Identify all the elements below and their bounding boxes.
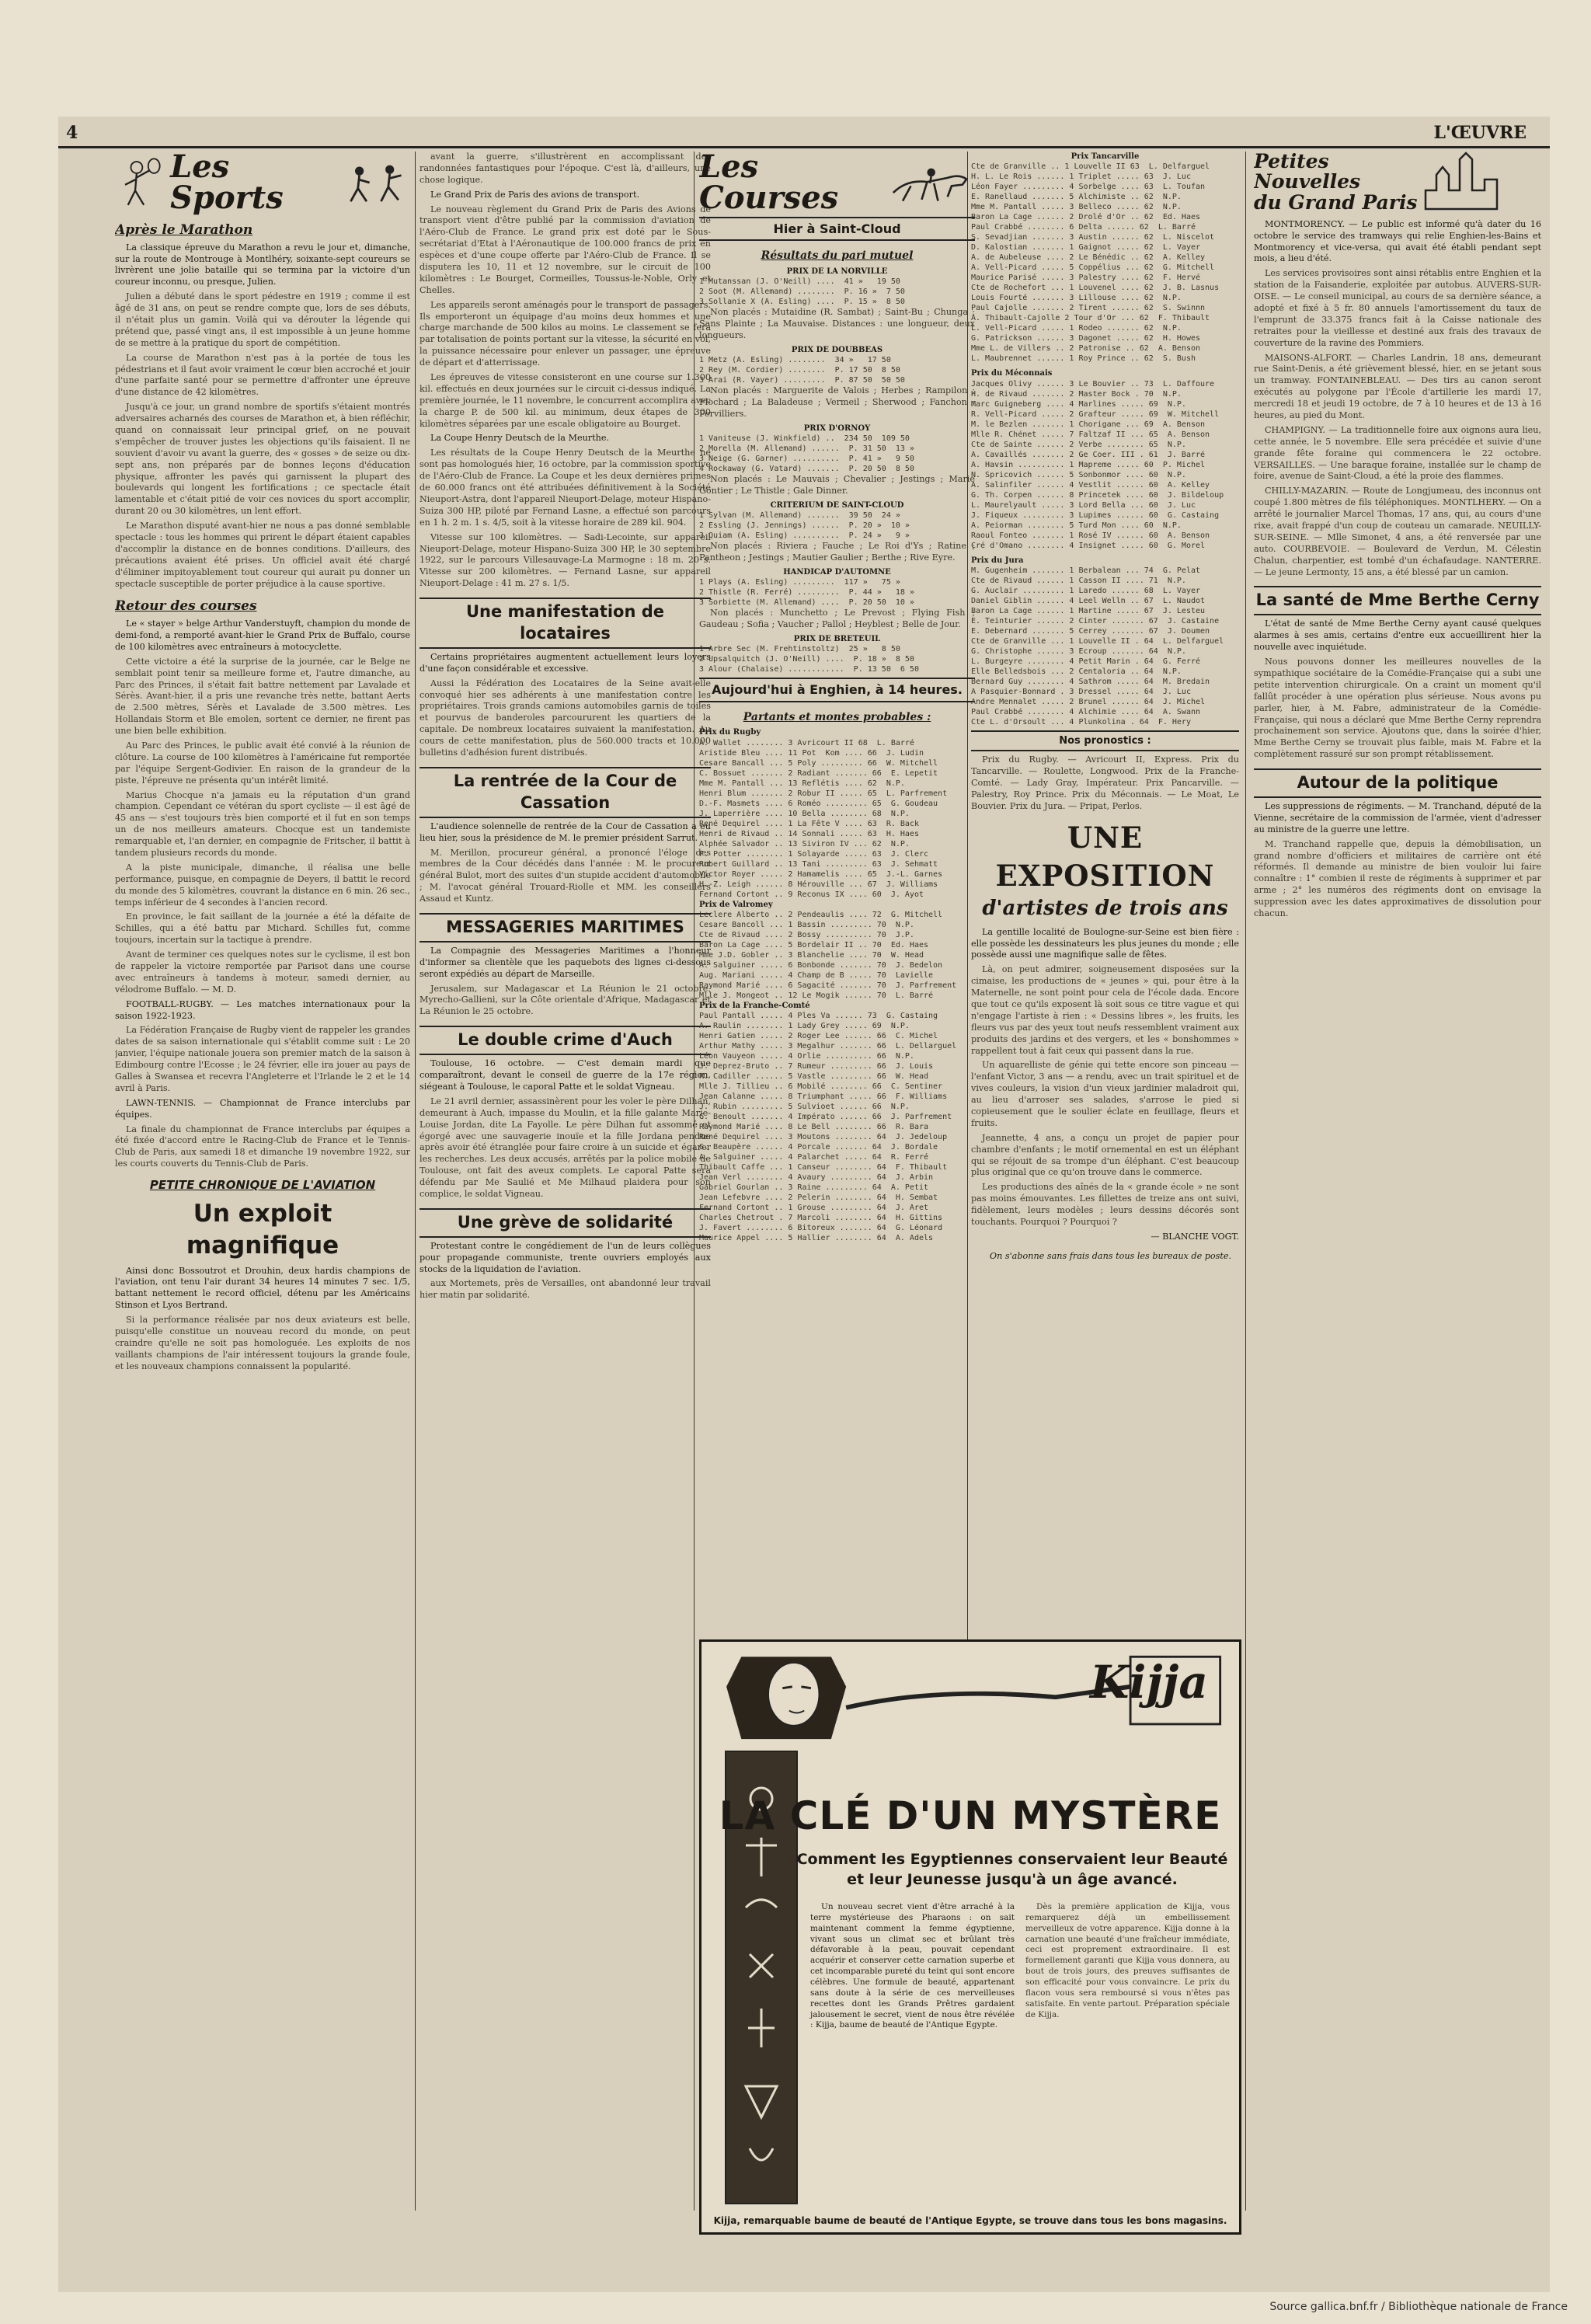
results-table: 1 Vaniteuse (J. Winkfield) .. 234 50 109 50 2 Morella (M. Allemand) ...... P. 31 50 13 » 3 Neige (G. Garner) .......... P. 41 » 9 50 4 Rockaway (G. Vatard) ....... P. 20 50 8 50 xyxy=(699,434,914,474)
body-text: M. Merillon, procureur général, a prononcé l'éloge des membres de la Cour décédés dans l'année : M. le procureur général Bulot, mort des suites d'un stupide accident d'automobile ; M. l'avocat général Trouard-Riolle et MM. les conseillers Assaud et Kuntz. xyxy=(420,847,711,904)
courses-title: Les Courses xyxy=(699,152,839,216)
body-text: Les appareils seront aménagés pour le transport de passagers. Ils emporteront un équipage d'au moins deux hommes et une charge marchande de 500 kilos au moins. Le classement se fera par totalisation de points portant sur la vitesse, la sécurité en vol, la puissance nécessaire pour enlever un passager, une épreuve de départ et d'atterrissage. xyxy=(420,299,711,368)
greve-lead: Protestant contre le congédiement de l'un de leurs collègues pour propagande communiste, trente ouvriers employés aux stocks de la liquidation de l'aviation. xyxy=(420,1240,711,1274)
courses-masthead xyxy=(699,152,975,214)
race-name: Prix Tancarville xyxy=(1071,152,1140,161)
body-text: Marius Chocque n'a jamais eu la réputation d'un grand champion. Cependant ce vétéran du sport cycliste — il est âgé de 45 ans — s'est toujours très bien comporté et il fut en son temps un de nos meilleurs amateurs. Chocque est un tandemiste remarquable et, l'an dernier, en compagnie de Fritscher, il battit à tandem plusieurs records du monde. xyxy=(115,789,410,858)
locataires-heading: Une manifestation de locataires xyxy=(420,598,711,649)
crime-heading: Le double crime d'Auch xyxy=(420,1026,711,1055)
body-text: Les résultats de la Coupe Henry Deutsch de la Meurthe ne sont pas homologués hier, 16 octobre, par la commission sportive de l'Aéro-Club de France. La Coupe et les deux dernières primes de 60.000 francs ont été attribuées définitivement à la Société Nieuport-Astra, dont l'appareil Nieuport-Delage, moteur Hispano-Suiza 300 HP, piloté par Fernand Lasne, a effectué son parcours en 1 h. 2 m. 1 s. 4/5, soit à la vitesse horaire de 289 kil. 904. xyxy=(420,448,711,528)
body-text: CHILLY-MAZARIN. — Route de Longjumeau, des inconnus ont coupé 1.800 mètres de fils téléphoniques. MONTLHERY. — On a arrêté le journalier Marcel Thomas, 17 ans, qui, au cours d'une rixe, avait frappé d'un coup de couteau un camarade. NEUILLY-SUR-SEINE. — Mlle Simonet, 4 ans, a été renversée par une auto. COURBEVOIE. — Boulevard de Verdun, M. Célestin Chalun, charpentier, est tombé d'un échafaudage. NANTERRE. — Le jeune Lermonty, 15 ans, a été blessé par un camion. xyxy=(1254,486,1541,577)
body-text: La finale du championnat de France interclubs par équipes a été fixée d'accord entre le Racing-Club de France et le Tennis-Club de Paris, aux samedi 18 et dimanche 19 novembre 1922, sur les courts couverts du Tennis-Club de Paris. xyxy=(115,1124,410,1169)
column-rule xyxy=(1245,152,1246,2211)
marathon-lead: La classique épreuve du Marathon a revu le jour et, dimanche, sur la route de Montrouge à Montlhéry, soixante-sept coureurs se livrèrent une jolie bataille qui se termina par la victoire d'un coureur inconnu, ou presque, Julien. xyxy=(115,242,410,287)
race-name: PRIX DE BRETEUIL xyxy=(793,635,881,644)
subscription-notice: On s'abonne sans frais dans tous les bureaux de poste. xyxy=(989,1250,1232,1261)
nouvelles-title-3: du Grand Paris xyxy=(1254,190,1418,214)
tennis-player-icon xyxy=(115,155,165,210)
body-text: MAISONS-ALFORT. — Charles Landrin, 18 ans, demeurant rue Saint-Denis, a été grièvement blessé, hier, en se jetant sous un tramway. FONTAINEBLEAU. — Des tirs au canon seront exécutés au polygone par l'École d'artillerie les mardi 17, mercredi 18 et jeudi 19 octobre, de 7 à 10 heures et de 13 à 16 heures, au pied du Mont. xyxy=(1254,352,1541,420)
cassation-heading: La rentrée de la Cour de Cassation xyxy=(420,767,711,818)
body-text: Nous pouvons donner les meilleures nouvelles de la sympathique sociétaire de la Comédie-Française qui a subi une petite intervention chirurgicale. On a craint un moment qu'il fallût procéder à une opération plus sérieuse. Nous avons pu parler, hier, à M. Fabre, administrateur de la Comédie-Française, qui nous a déclaré que Mme Berthe Cerny reprendra prochainement son service. Ajoutons que, dans la soirée d'hier, Mme Berthe Cerny se trouvait plus faible, mais M. Fabre et la complètement rassuré sur son prompt rétablissement. xyxy=(1254,657,1541,760)
body-text: Prix du Rugby. — Avricourt II, Express. Prix du Tancarville. — Roulette, Longwood. Prix de la Franche-Comté. — Lady Gray, Impérateur. Prix Pancarville. — Palestry, Roy Prince. Prix du Méconnais. — Le Moat, Le Bouvier. Prix du Jura. — Pripat, Perlos. xyxy=(971,754,1239,811)
courses-heading: Retour des courses xyxy=(115,598,257,615)
messageries-heading: MESSAGERIES MARITIMES xyxy=(420,913,711,942)
crime-lead: Toulouse, 16 octobre. — C'est demain mardi que comparaîtront, devant le conseil de guerre de la 17e région, siégeant à Toulouse, le caporal Patte et le soldat Vigneau. xyxy=(420,1058,711,1092)
body-text: Julien a débuté dans le sport pédestre en 1919 ; comme il est âgé de 31 ans, on peut se rendre compte que, lors de ses débuts, il n'était plus un gamin. Voilà qui va dérouter la légende qui prétend que, passé vingt ans, il est impossible à un jeune homme de se mettre à la pratique du sport de compétition. xyxy=(115,291,410,348)
grand-paris-column xyxy=(1254,152,1541,2249)
cerny-lead: L'état de santé de Mme Berthe Cerny ayant causé quelques alarmes à ses amis, certains d'entre eux accueillirent hier la nouvelle avec inquiétude. xyxy=(1254,618,1541,653)
body-text: Jerusalem, sur Madagascar et La Réunion le 21 octobre. Myrecho-Gallieni, sur la Côte orientale d'Afrique, Madagascar et La Réunion le 25 octobre. xyxy=(420,983,711,1017)
results-table: 1 Plays (A. Esling) ......... 117 » 75 » 2 Thistle (R. Ferré) ......... P. 44 » 18 » 3 Sorbiette (M. Allemand) .... P. 20 50 10 » xyxy=(699,578,914,608)
results-table: 1 Metz (A. Esling) ........ 34 » 17 50 2 Rey (M. Cordier) ........ P. 17 50 8 50 3 Arai (R. Vayer) ......... P. 87 50 50 50 xyxy=(699,356,905,385)
body-text: Le 21 avril dernier, assassinèrent pour les voler le père Dilhan, demeurant à Auch, impasse du Moulin, et la fille galante Marie-Louise Jordan, dite La Fayolle. Le père Dilhan fut assommé et égorgé avec une sauvagerie inouïe et la fille Jordana pendue après avoir été étranglée pour faire croire à un suicide et égarer les recherches. Les deux accusés, arrêtés par la police mobile de Toulouse, ont fait des aveux complets. Le caporal Patte sera défendu par Me Saulié et Me Milhaud plaidera pour son complice, le soldat Vigneau. xyxy=(420,1096,711,1199)
body-text: Si la performance réalisée par nos deux aviateurs est belle, puisqu'elle constitue un nouveau record du monde, on peut craindre qu'elle ne soit pas homologuée. Les exploits de nos vaillants champions de l'air intéressent toujours la grande foule, et les nouveaux champions connaissent la popularité. xyxy=(115,1315,410,1371)
body-text: aux Mortemets, près de Versailles, ont abandonné leur travail hier matin par solidarité. xyxy=(420,1278,711,1301)
race-name: Prix du Jura xyxy=(971,556,1024,565)
entries-table: Cte de Granville .. 1 Louvelle II 63 L. Delfarguel H. L. Le Rois ...... 1 Triplet ..... 63 J. Luc Léon Fayer ......... 4 Sorbelge .... 63 L. Toufan E. Ranellaud ....... 5 Alchimiste .. 62 N.P. Mme M. Pantall ..... 3 Belleco ..... 62 N.P. Baron La Cage ...... 2 Drolé d'Or .. 62 Ed. Haes Paul Crabbé ........ 6 Delta ...... 62 L. Barré S. Sevadjian ....... 3 Austin ...... 62 L. Niscelot D. Kalostian ....... 1 Gaignot ..... 62 L. Vayer A. de Aubeleuse .... 2 Le Bénédic .. 62 A. Kelley A. Vell-Picard ..... 5 Coppélius ... 62 G. Mitchell Maurice Parisé ..... 3 Palestry .... 62 F. Hervé Cte de Rochefort ... 1 Louvenel .... 62 J. B. Lasnus Louis Fourté ....... 3 Lillouse .... 62 N.P. Paul Cajolle ....... 2 Tirent ...... 62 S. Swinnn A. Thibault-Cajolle 2 Tour d'Or ... 62 F. Thibault L. Vell-Picard ..... 1 Rodeo ....... 62 N.P. G. Patrickson ...... 3 Dagonet ..... 62 H. Howes Mme L. de Villers .. 2 Patronise .. 62 A. Benson L. Maubrennet ...... 1 Roy Prince .. 62 S. Bush xyxy=(971,162,1220,364)
exposition-subheading: d'artistes de trois ans xyxy=(982,897,1228,921)
race-name: Prix de Valromey xyxy=(699,900,773,909)
race-name: CRITERIUM DE SAINT-CLOUD xyxy=(770,500,904,510)
body-text: Non placés : Munchetto ; Le Prevost ; Flying Fish ; Gaudeau ; Sofia ; Vaucher ; Pallol ; Heyblest ; Belle de Jour. xyxy=(699,608,975,630)
body-text: Non placés : Mutaidine (R. Sambat) ; Saint-Bu ; Chunga ; Sans Plainte ; La Mauvaise. Distances : une longueur, deux longueurs. xyxy=(699,307,975,340)
race-name: Prix du Rugby xyxy=(699,728,761,737)
prix-aviation-item: Le Grand Prix de Paris des avions de transport. xyxy=(430,189,640,200)
marathon-heading: Après le Marathon xyxy=(115,222,253,238)
politique-lead: Les suppressions de régiments. — M. Tranchand, député de la Vienne, secrétaire de la commission de l'armée, vient d'adresser au ministre de la guerre une lettre. xyxy=(1254,801,1541,834)
races-column-2 xyxy=(971,152,1239,1628)
exposition-lead: La gentille localité de Boulogne-sur-Seine est bien fière : elle possède les dessinateurs les plus jeunes du monde ; elle possède aussi une magnifique salle de fêtes. xyxy=(971,926,1239,960)
greve-heading: Une grève de solidarité xyxy=(420,1208,711,1238)
sports-column xyxy=(115,152,410,2249)
body-text: La course de Marathon n'est pas à la portée de tous les pédestrians et il faut avoir vraiment le cœur bien accroché et jouir d'une parfaite santé pour se permettre d'affronter une épreuve d'une distance de 42 kilomètres. xyxy=(115,352,410,398)
nouvelles-title-2: Nouvelles xyxy=(1254,170,1361,193)
body-text: M. Tranchand rappelle que, depuis la démobilisation, un grand nombre d'officiers et militaires de carrière ont été réformés. Il demande au ministre de bien vouloir lui faire connaître : 1° combien il reste de régiments à supprimer et par arme ; 2° les numéros des régiments dont on envisage la suppression avec les dates approximatives de dissolution pour chacun. xyxy=(1254,838,1541,919)
sports-title: Les Sports xyxy=(170,152,284,216)
race-name: PRIX D'ORNOY xyxy=(803,423,871,433)
body-text: La Fédération Française de Rugby vient de rappeler les grandes dates de sa saison internationale qui s'établit comme suit : Le 20 janvier, l'équipe nationale jouera son premier match de la saison à Edimbourg contre l'Ecosse ; le 24 février, elle ira jouer au pays de Galles à Swansea et recevra l'Angleterre et l'Irlande le 2 et le 14 avril à Paris. xyxy=(115,1025,410,1093)
race-name: Prix de la Franche-Comté xyxy=(699,1001,810,1010)
body-text: Jeannette, 4 ans, a conçu un projet de papier pour chambre d'enfants ; le motif ornemental en est un éléphant qui se réjouit de sa trompe d'un éléphant. C'est beaucoup plus original que ce qu'on trouve dans le commerce. xyxy=(971,1132,1239,1178)
hier-heading: Hier à Saint-Cloud xyxy=(699,217,975,241)
results-table: 1 Mutanssan (J. O'Neill) .... 41 » 19 50 2 Soot (M. Allemand) ........ P. 16 » 7 50 3 Sollanie X (A. Esling) .... P. 15 » 8 50 xyxy=(699,277,905,307)
body-text: Là, on peut admirer, soigneusement disposées sur la cimaise, les productions de « jeunes » qui, pour être à la Maternelle, ne sont point pour cela de l'école dada. Encore que tout ce qu'ils exposent là soit sous ce titre vague et qui n'engage l'artiste à rien : « Dessins libres », les fruits, les fleurs vus par des yeux tout neufs ressemblent vraiment aux produits des jardins et des vergers, et les « bonshommes » rappellent tout à fait ceux qui passent dans la rue. xyxy=(971,964,1239,1056)
body-text: Les services provisoires sont ainsi rétablis entre Enghien et la station de la Faisanderie, exploitée par autobus. AUVERS-SUR-OISE. — Le conseil municipal, au cours de sa dernière séance, a adopté et fixé à 5 fr. 80 annuels l'amortissement du taux de l'emprunt de 33.375 francs fait à la Caisse nationale des retraites pour la vieillesse et destiné aux frais des travaux de couverture de la ravine des Pommiers. xyxy=(1254,268,1541,348)
column-rule xyxy=(415,152,416,2211)
cerny-heading: La santé de Mme Berthe Cerny xyxy=(1254,586,1541,615)
politique-heading: Autour de la politique xyxy=(1254,768,1541,798)
body-text: Vitesse sur 100 kilomètres. — Sadi-Lecointe, sur appareil Nieuport-Delage, moteur Hispano-Suiza 300 HP, le 30 septembre 1922, sur le parcours Villesauvage-La Marmogne : 18 m. 20 s. Vitesse sur 200 kilomètres. — Fernand Lasne, sur appareil Nieuport-Delage : 41 m. 27 s. 1/5. xyxy=(420,531,711,589)
coupe-item: La Coupe Henry Deutsch de la Meurthe. xyxy=(430,433,610,444)
resultats-heading: Résultats du pari mutuel xyxy=(761,249,914,263)
results-table: 1 Arbre Sec (M. Frehtinstoltz) 25 » 8 50 2 Upsalquitch (J. O'Neill) .... P. 18 » 8 50 3 Alour (Chalaise) ............ P. 13 50 6 50 xyxy=(699,645,919,674)
body-text: Non placés : Marguerite de Valois ; Herbes ; Rampilon ; Flochard ; La Baladeuse ; Vermeil ; Sherwood ; Fanchon ; Pervilliers. xyxy=(699,385,975,419)
body-text: Cette victoire a été la surprise de la journée, car le Belge ne semblait point tenir sa meilleure forme et, l'autre dimanche, au Parc des Princes, il s'était fait battre nettement par Lavalade et Sérès. Avant-hier, il a pris une revanche très nette, battant Aerts de 2.500 mètres, Sérès et Lavalade de 3.500 mètres. Les Hollandais Storm et Ble emolen, sortent ce dernier, ne firent pas une bien belle exhibition. xyxy=(115,656,410,737)
kijja-advertisement xyxy=(699,1639,1241,2235)
ad-brand: Kijja xyxy=(1090,1656,1208,1709)
ad-title: LA CLÉ D'UN MYSTÈRE xyxy=(719,1793,1222,1838)
enghien-heading: Aujourd'hui à Enghien, à 14 heures. xyxy=(699,678,975,702)
football-item: FOOTBALL-RUGBY. — Les matches internationaux pour la saison 1922-1923. xyxy=(115,998,410,1021)
ad-body-text: Un nouveau secret vient d'être arraché à la terre mystérieuse des Pharaons : on sait maintenant comment la femme égyptienne, vivant sous un climat sec et brûlant très défavorable à la peau, pouvait cependant acquérir et conserver cette carnation superbe et cet incomparable pureté du teint qui sont encore célèbres. Une formule de beauté, appartenant sans doute à la série de ces merveilleuses recettes dont les Grands Prêtres gardaient jalousement le secret, vient de nous être révélée : Kijja, baume de beauté de l'Antique Egypte. xyxy=(810,1902,1015,2030)
courses-lead: Le « stayer » belge Arthur Vanderstuyft, champion du monde de demi-fond, a remporté avant-hier le Grand Prix de Buffalo, course de 100 kilomètres avec entraîneurs à motocyclette. xyxy=(115,618,410,652)
entries-table: M. Gugenheim ....... 1 Berbalean ... 74 G. Pelat Cte de Rivaud ...... 1 Casson II .... 71 N.P. G. Auclair ......... 1 Laredo ...... 68 L. Vayer Daniel Giblin ...... 4 Leel Welln .. 67 L. Naudot Baron La Cage ...... 1 Martine ..... 67 J. Lesteu E. Teinturier ...... 2 Cinter ....... 67 J. Castaine E. Debernard ....... 5 Cerrey ....... 67 J. Doumen Cte de Granville ... 1 Louvelle II . 64 L. Delfarguel G. Christophe ...... 3 Ecroup ....... 64 N.P. L. Burgeyre ........ 4 Petit Marin . 64 G. Ferré Elle Belledsbois ... 2 Centaloria .. 64 N.P. Bernard Guy ........ 4 Sathrom ..... 64 M. Bredain A Pasquier-Bonnard . 3 Dressel ..... 64 J. Luc Andre Mennalet ..... 2 Brunel ...... 64 J. Michel Paul Crabbé ........ 4 Alchimie .... 64 A. Swann Cte L. d'Orsoult ... 4 Plunkolina . 64 F. Hery xyxy=(971,566,1224,726)
source-credit: Source gallica.bnf.fr / Bibliothèque nationale de France xyxy=(1269,2301,1568,2313)
body-text: Jusqu'à ce jour, un grand nombre de sportifs s'étaient montrés adversaires acharnés des courses de Marathon et, à bien réfléchir, quand on connaissait leur principal grief, on ne pouvait s'empêcher de trouver justes les objections qu'ils faisaient. Il ne souvient d'avoir vu avant la guerre, des « gosses » de seize ou dix-sept ans, non préparés par de bonnes leçons d'éducation physique, affronter les pavés qui garnissent la plupart des boulevards qui longent les fortifications ; ce spectacle était lamentable et c'était pitié de voir ces novices du sport accomplir, durant 20 ou 30 kilomètres, un lent effort. xyxy=(115,402,410,517)
runners-illustration-icon xyxy=(345,159,410,206)
body-text: Le nouveau règlement du Grand Prix de Paris des Avions de transport vient d'être publié par la commission d'aviation de l'Aéro-Club de France. Le grand prix est doté par le Sous-secrétariat d'Etat à l'Aéronautique de 100.000 francs de prix en espèces et d'une coupe offerte par l'Aéro-Club de France. Il se disputera les 10, 11 et 12 novembre, sur le circuit de 100 kilomètres : Le Bourget, Cormeilles, Toussus-le-Noble, Orly et Chelles. xyxy=(420,204,711,295)
body-text: Aussi la Fédération des Locataires de la Seine avait-elle convoqué hier ses adhérents à une manifestation contre les propriétaires. Trois grands camions automobiles garnis de toiles et pourvus de banderoles parcoururent les quartiers de la capitale. De nombreux locataires suivaient la manifestation. Au cours de cette manifestation, plus de 560.000 tracts et 10.000 bulletins d'adhésion furent distribués. xyxy=(420,678,711,758)
page-number: 4 xyxy=(66,123,78,143)
body-text: A la piste municipale, dimanche, il réalisa une belle performance, puisque, en compagnie de Deyers, il battit le record du monde des 5 kilomètres, couvrant la distance en 6 min. 26 sec., temps inférieur de 4 secondes à l'ancien record. xyxy=(115,862,410,908)
race-name: PRIX DE LA NORVILLE xyxy=(786,267,888,276)
body-text: Non placés : Riviera ; Fauche ; Le Roi d'Ys ; Ratine ; Pantheon ; Jestings ; Mautier Gaulier ; Berthe ; Rive Eyre. xyxy=(699,541,975,563)
ad-footer: Kijja, remarquable baume de beauté de l'Antique Egypte, se trouve dans tous les bons magasins. xyxy=(713,2215,1227,2226)
body-text: Au Parc des Princes, le public avait été convié à la réunion de clôture. La course de 100 kilomètres à l'américaine fut remportée par l'équipe Sergent-Godivier. En raison de la grandeur de la piste, l'épreuve ne présenta qu'un intérêt limité. xyxy=(115,740,410,786)
body-text: Dès la première application de Kijja, vous remarquerez déjà un embellissement merveilleux de votre apparence. Kijja donne à la carnation une beauté d'une fraîcheur immédiate, ceci est proprement extraordinaire. Il est formellement garanti que Kijja vous donnera, au bout de trois jours, des preuves suffisantes de son efficacité pour vous convaincre. Le prix du flacon vous sera remboursé si vous n'êtes pas satisfaite. En vente partout. Préparation spéciale de Kijja. xyxy=(1025,1902,1230,2019)
ad-body xyxy=(810,1902,1230,2031)
entries-table: Leclere Alberto .. 2 Pendeaulis .... 72 G. Mitchell Cesare Bancoll ... 1 Bassin ......... 70 N.P. Cte de Rivaud .... 2 Bossy .......... 70 J.P. Baron La Cage .... 5 Bordelair II .. 70 Ed. Haes Mme J.D. Gobler .. 3 Blanchelie .... 70 W. Head A. Salguiner ..... 6 Bonbonde ....... 70 J. Bedelon Aug. Mariani ..... 4 Champ de B ..... 70 Lavielle Raymond Marié .... 6 Sagacité ....... 70 J. Parfrement Mlle J. Mongeot .. 12 Le Mogik ...... 70 L. Barré xyxy=(699,910,957,1000)
cassation-lead: L'audience solennelle de rentrée de la Cour de Cassation a eu lieu hier, sous la présidence de M. le premier président Sarrut. xyxy=(420,821,711,843)
races-column xyxy=(699,152,975,1628)
body-text: Les productions des aînés de la « grande école » ne sont pas moins émouvantes. Les fillettes de treize ans ont suivi, fidèlement, leurs modèles ; leurs dessins décorés sont touchants. Pourquoi ? Pourquoi ? xyxy=(971,1182,1239,1227)
pronostics-heading: Nos pronostics : xyxy=(971,730,1239,751)
tennis-item: LAWN-TENNIS. — Championnat de France interclubs par équipes. xyxy=(115,1097,410,1120)
sports-masthead xyxy=(115,152,410,214)
city-skyline-icon xyxy=(1422,152,1508,212)
entries-table: A. Wallet ........ 3 Avricourt II 68 L. Barré Aristide Bleu .... 11 Pot Kom .... 66 J. Ludin Cesare Bancall ... 5 Poly ......... 66 W. Mitchell C. Bossuet ....... 2 Radiant ....... 66 E. Lepetit Mme M. Pantall ... 13 Reflétis .... 62 N.P. Henri Blum ....... 2 Robur II ..... 65 L. Parfrement D.-F. Masmets .... 6 Roméo ......... 65 G. Goudeau J. Laperrière .... 10 Bella ........ 68 N.P. René Dequirel .... 1 La Fête V .... 63 R. Back Henri de Rivaud .. 14 Sonnali ..... 63 H. Haes Alphée Salvador .. 13 Siviron IV ... 62 N.P. F. Potter ........ 1 Solayarde ..... 63 J. Clerc Robert Guillard .. 13 Tani ......... 63 J. Sehmatt Victor Royer ..... 2 Hamamelis .... 65 J.-L. Garnes H.-Z. Leigh ...... 8 Hérouville ... 67 J. Williams Fernand Cortont .. 9 Reconus IX .... 60 J. Ayot xyxy=(699,738,948,899)
body-text: Un aquarelliste de génie qui tette encore son pinceau — l'enfant Victor, 3 ans — a rendu, avec un trait spirituel et de vives couleurs, la vision d'un vieux jardinier maladroit qui, au lieu d'arroser ses salades, s'arrose le pied si copieusement que le soulier éclate en feuillage, fleurs et fruits. xyxy=(971,1060,1239,1128)
exposition-heading: UNE EXPOSITION xyxy=(995,820,1215,893)
body-text: Non placés : Le Mauvais ; Chevalier ; Jestings ; Marie Gontier ; Le Thistle ; Gale Dinner. xyxy=(699,474,975,496)
body-text: En province, le fait saillant de la journée a été la défaite de Schilles, qui a été battu par Michard. Schilles fut, comme toujours, incertain sur la tactique à prendre. xyxy=(115,911,410,946)
ad-subtitle: Comment les Egyptiennes conservaient leur Beauté et leur Jeunesse jusqu'à un âge avancé. xyxy=(796,1851,1228,1888)
entries-table: Paul Pantall ..... 4 Ples Va ...... 73 G. Castaing A. Raulin ........ 1 Lady Grey ..... 69 N.P. Henri Gatien ..... 2 Roger Lee ...... 66 C. Michel Arthur Mathy ..... 3 Megalhur ....... 66 L. Dellarguel Léon Vauyeon ..... 4 Orlie .......... 66 N.P. J. Deprez-Bruto .. 7 Rumeur ......... 66 J. Louis R. Cadiller ...... 5 Vastle ......... 66 W. Head Mlle J. Tillieu .. 6 Mobilé ........ 66 C. Sentiner Jean Calanne ..... 8 Triumphant ..... 66 F. Williams J. Rubin ......... 5 Sulvioet ...... 66 N.P. G. Benoult ....... 4 Impérato ...... 66 J. Parfrement Raymond Marié .... 8 Le Bell ........ 66 R. Bara René Dequirel .... 3 Moutons ........ 64 J. Jedeloup G. Beaupère ...... 4 Porcale ....... 64 J. Bordale A. Salguiner ..... 4 Palarchet ..... 64 R. Ferré Thibault Caffe ... 1 Canseur ........ 64 F. Thibault Jean Verl ........ 4 Avaury ......... 64 J. Arbin Gabriel Gourlan .. 3 Raine ......... 64 A. Petit Jean Lefebvre .... 2 Pelerin ........ 64 H. Sembat Fernand Cortont .. 1 Grouse ......... 64 J. Aret Charles Chetrout . 7 Marcoli ........ 64 H. Gittins J. Favert ........ 6 Bitoreux ....... 64 G. Léonard Maurice Appel .... 5 Hallier ........ 64 A. Adels xyxy=(699,1012,957,1243)
aviation-heading: Un exploit magnifique xyxy=(186,1200,339,1260)
news-column xyxy=(420,152,711,2249)
masthead: L'ŒUVRE xyxy=(1433,123,1527,143)
body-text: CHAMPIGNY. — La traditionnelle foire aux oignons aura lieu, cette année, le 5 novembre. Elle sera précédée et suivie d'une grande fête foraine qui commencera le 22 octobre. VERSAILLES. — Une baraque foraine, installée sur le champ de foire, avenue de Saint-Cloud, a été la proie des flammes. xyxy=(1254,424,1541,482)
nouvelles-lead: MONTMORENCY. — Le public est informé qu'à dater du 16 octobre le service des tramways qui relie Enghien-les-Bains et Montmorency et vice-versa, qui avait été établi pendant sept mois, a lieu d'été. xyxy=(1254,218,1541,264)
locataires-lead: Certains propriétaires augmentent actuellement leurs loyers d'une façon considérable et excessive. xyxy=(420,651,711,674)
race-name: HANDICAP D'AUTOMNE xyxy=(783,567,891,577)
page-header xyxy=(58,123,1550,148)
results-table: 1 Sylvan (M. Allemand) ....... 39 50 24 » 2 Essling (J. Jennings) ...... P. 20 » 10 » 3 Quiam (A. Esling) .......... P. 24 » 9 » xyxy=(699,511,910,541)
body-text: Le Marathon disputé avant-hier ne nous a pas donné semblable spectacle : tous les hommes qui prirent le départ étaient capables d'accomplir la distance en de bonnes conditions. D'ailleurs, des précautions avaient été prises. Un officiel avait été chargé d'éliminer impitoyablement tout coureur qui aurait pu donner un spectacle susceptible de porter préjudice à la cause sportive. xyxy=(115,521,410,589)
race-name: PRIX DE DOUBBEAS xyxy=(791,345,883,354)
body-text: avant la guerre, s'illustrèrent en accomplissant des randonnées fantastiques pour l'époque. C'est là, d'ailleurs, une chose logique. xyxy=(420,152,711,185)
nouvelles-masthead xyxy=(1254,152,1541,213)
messageries-lead: La Compagnie des Messageries Maritimes a l'honneur d'informer sa clientèle que les paquebots des lignes ci-dessous seront expédiés au départ de Marseille. xyxy=(420,945,711,979)
nouvelles-title-1: Petites xyxy=(1254,152,1329,172)
horse-racing-illustration-icon xyxy=(886,155,975,210)
aviation-lead: Ainsi donc Bossoutrot et Drouhin, deux hardis champions de l'aviation, ont tenu l'air durant 34 heures 14 minutes 7 sec. 1/5, battant nettement le record officiel, détenu par les Américains Stinson et Lyos Bertrand. xyxy=(115,1265,410,1311)
body-text: Avant de terminer ces quelques notes sur le cyclisme, il est bon de rappeler la victoire remportée par Parisot dans une course avec entraîneurs à tandems à moteur, samedi dernier, au vélodrome Buffalo. — M. D. xyxy=(115,949,410,995)
race-name: Prix du Méconnais xyxy=(971,369,1053,378)
entries-table: Jacques Olivy ...... 3 Le Bouvier .. 73 L. Daffoure H. de Rivaud ....... 2 Master Bock . 70 N.P. Marc Guigneberg .... 4 Marlines ..... 69 N.P. R. Vell-Picard ..... 2 Grafteur ..... 69 W. Mitchell M. le Bezlen ....... 1 Chorigane ... 69 A. Benson Mlle R. Chénet ..... 7 Faltzaf II ... 65 A. Benson Cte de Sainte ...... 2 Verbe ........ 65 N.P. A. Cavaillés ....... 2 Ge Coer. III . 61 J. Barré A. Havsin .......... 1 Mapreme ..... 60 P. Michel N. Spricovich ...... 5 Sonbonmor .... 60 N.P. A. Salinfiler ...... 4 Vestlit ...... 60 A. Kelley G. Th. Corpen ...... 8 Princetek .... 60 J. Bildeloup L. Maurelyault ..... 3 Lord Bella ... 60 J. Luc J. Fiqueux ......... 3 Lupimes ...... 60 G. Castaing A. Peiorman ........ 5 Turd Mon .... 60 N.P. Raoul Fonteo ....... 1 Rosé IV ...... 60 A. Benson Cré d'Omano ........ 4 Insignet ..... 60 G. Morel xyxy=(971,379,1224,550)
body-text: Les épreuves de vitesse consisteront en une course sur 1.300 kil. effectués en deux journées sur le circuit ci-dessus indiqué. La première journée, le 11 novembre, le concurrent accomplira avec la charge P. de 500 kil. au minimum, deux étapes de 300 kilomètres séparées par une escale obligatoire au Bourget. xyxy=(420,372,711,429)
exposition-signature: — BLANCHE VOGT. xyxy=(1151,1231,1239,1242)
aviation-chronicle-label: PETITE CHRONIQUE DE L'AVIATION xyxy=(149,1178,376,1193)
partants-heading: Partants et montes probables : xyxy=(743,710,931,723)
